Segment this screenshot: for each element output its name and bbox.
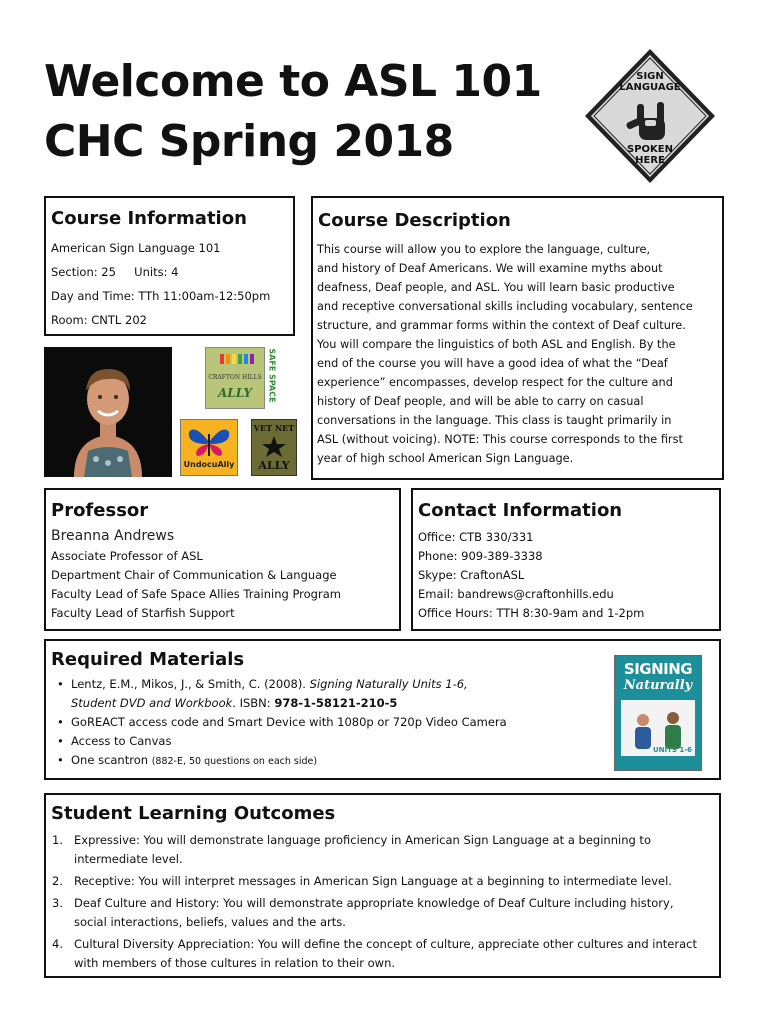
vetnet-top-label: VET NET xyxy=(253,423,295,433)
book-cover-title: SIGNING xyxy=(623,660,693,678)
description-line: This course will allow you to explore the language, culture, xyxy=(317,243,651,256)
sign-text-line4: HERE xyxy=(635,155,665,166)
learning-outcomes-heading: Student Learning Outcomes xyxy=(51,803,336,824)
professor-photo xyxy=(44,347,172,477)
undocually-badge xyxy=(180,419,238,476)
isbn-value: 978-1-58121-210-5 xyxy=(274,696,398,710)
outcome-number: 3. xyxy=(52,896,63,910)
vet-net-ally-badge xyxy=(251,419,297,476)
book-cover-units: UNITS 1-6 xyxy=(652,746,692,754)
sign-text-line2: LANGUAGE xyxy=(619,82,681,93)
course-info-line: Section: 25 Units: 4 xyxy=(51,265,179,279)
scantron-label: One scantron xyxy=(71,753,152,767)
scantron-note: (882-E, 50 questions on each side) xyxy=(151,756,318,767)
butterfly-icon xyxy=(181,422,237,460)
required-materials-box xyxy=(44,639,721,780)
star-icon xyxy=(252,434,296,458)
outcome-text: Receptive: You will interpret messages in American Sign Language at a beginning to intermediate level. xyxy=(74,874,672,888)
course-information-box xyxy=(44,196,295,336)
outcomes-list xyxy=(52,831,704,976)
vetnet-bottom-label: ALLY xyxy=(258,459,290,472)
safe-space-school: CRAFTON HILLS xyxy=(208,374,262,381)
outcome-text: Cultural Diversity Appreciation: You will define the concept of culture, appreciate other cultures and interact with members of those cultures in relation to their own. xyxy=(74,937,697,970)
outcome-item xyxy=(52,894,704,932)
textbook-title: Signing Naturally Units 1-6, xyxy=(309,677,468,691)
sign-text-line3: SPOKEN xyxy=(627,144,673,155)
materials-list xyxy=(51,675,507,771)
sign-text-line1: SIGN xyxy=(636,71,664,82)
description-line: and receptive conversational skills including vocabulary, sentence xyxy=(317,300,693,313)
contact-information-box xyxy=(411,488,721,631)
contact-line: Office: CTB 330/331 xyxy=(418,530,534,544)
contact-line: Phone: 909-389-3338 xyxy=(418,549,543,563)
course-info-line: Day and Time: TTh 11:00am-12:50pm xyxy=(51,289,271,303)
description-line: end of the course you will have a good idea of what the “Deaf xyxy=(317,357,668,370)
description-line: experience” encompasses, develop respect for the culture and xyxy=(317,376,673,389)
rainbow-figures-icon xyxy=(206,350,264,370)
materials-item-textbook xyxy=(51,675,507,713)
professor-box xyxy=(44,488,401,631)
materials-item: • Access to Canvas xyxy=(51,732,507,751)
contact-line: Skype: CraftonASL xyxy=(418,568,525,582)
professor-name: Breanna Andrews xyxy=(51,528,175,544)
outcome-item xyxy=(52,872,704,891)
description-line: You will compare the linguistics of both ASL and English. By the xyxy=(317,338,676,351)
description-line: year of high school American Sign Language. xyxy=(317,452,574,465)
textbook-title-2: Student DVD and Workbook xyxy=(71,696,233,710)
undocually-label: UndocuAlly xyxy=(183,460,235,469)
professor-title-line: Faculty Lead of Starfish Support xyxy=(51,606,235,620)
outcome-number: 1. xyxy=(52,833,63,847)
outcome-number: 2. xyxy=(52,874,63,888)
professor-title-line: Associate Professor of ASL xyxy=(51,549,203,563)
book-cover-photo xyxy=(621,700,695,756)
learning-outcomes-box xyxy=(44,793,721,978)
outcome-text: Deaf Culture and History: You will demonstrate appropriate knowledge of Deaf Culture including history, social interactions, beliefs, values and the arts. xyxy=(74,896,674,929)
course-information-heading: Course Information xyxy=(51,208,247,229)
book-cover-subtitle: Naturally xyxy=(623,678,693,693)
safe-space-ally-badge xyxy=(205,347,265,409)
outcome-text: Expressive: You will demonstrate language proficiency in American Sign Language at a beginning to intermediate level. xyxy=(74,833,651,866)
sign-language-spoken-here-sign xyxy=(582,46,718,186)
safe-space-ally: ALLY xyxy=(218,386,252,400)
textbook-authors: Lentz, E.M., Mikos, J., & Smith, C. (2008). xyxy=(71,677,310,691)
signing-naturally-book-cover xyxy=(614,655,702,771)
contact-information-heading: Contact Information xyxy=(418,500,623,521)
outcome-number: 4. xyxy=(52,937,63,951)
professor-title-line: Department Chair of Communication & Language xyxy=(51,568,337,582)
course-info-line: Room: CNTL 202 xyxy=(51,313,147,327)
description-line: history of Deaf people, and will be able to carry on casual xyxy=(317,395,644,408)
required-materials-heading: Required Materials xyxy=(51,649,245,670)
safe-space-side-label: SAFE SPACE xyxy=(267,348,277,403)
description-line: deafness, Deaf people, and ASL. You will learn basic productive xyxy=(317,281,675,294)
description-line: ASL (without voicing). NOTE: This course corresponds to the first xyxy=(317,433,683,446)
course-description-box xyxy=(311,196,724,480)
description-line: structure, and grammar forms within the context of Deaf culture. xyxy=(317,319,686,332)
page-title-line1: Welcome to ASL 101 xyxy=(44,56,542,107)
safe-space-side-label-wrap xyxy=(266,345,278,409)
page-title-line2: CHC Spring 2018 xyxy=(44,116,454,167)
materials-item: • GoREACT access code and Smart Device with 1080p or 720p Video Camera xyxy=(51,713,507,732)
description-line: and history of Deaf Americans. We will examine myths about xyxy=(317,262,663,275)
professor-title-line: Faculty Lead of Safe Space Allies Training Program xyxy=(51,587,341,601)
course-description-heading: Course Description xyxy=(318,210,511,231)
person-portrait-icon xyxy=(44,347,172,477)
course-info-line: American Sign Language 101 xyxy=(51,241,221,255)
outcome-item xyxy=(52,935,704,973)
professor-heading: Professor xyxy=(51,500,149,521)
description-line: conversations in the language. This class is taught primarily in xyxy=(317,414,672,427)
outcome-item xyxy=(52,831,704,869)
contact-line: Email: bandrews@craftonhills.edu xyxy=(418,587,614,601)
isbn-label: . ISBN: xyxy=(232,696,275,710)
materials-item-scantron xyxy=(51,751,507,771)
contact-line: Office Hours: TTH 8:30-9am and 1-2pm xyxy=(418,606,645,620)
